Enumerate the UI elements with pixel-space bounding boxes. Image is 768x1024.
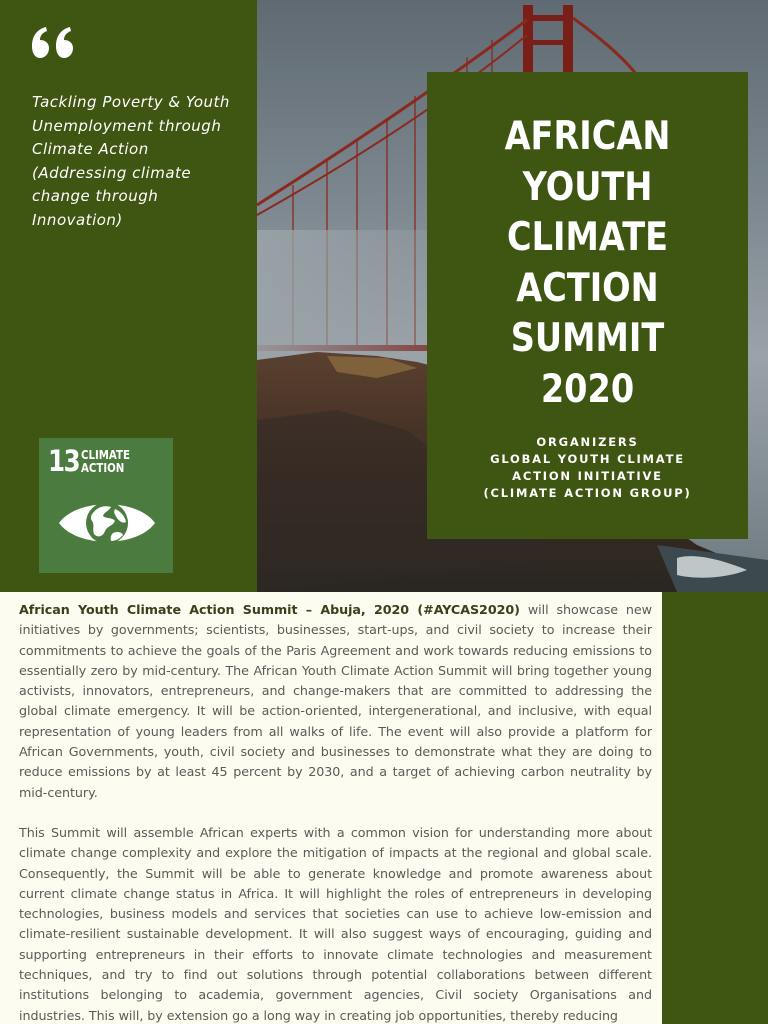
sdg-number: 13 bbox=[48, 444, 79, 478]
quote-icon bbox=[30, 26, 78, 66]
paragraph-1 bbox=[19, 600, 652, 803]
title-line: ACTION bbox=[516, 265, 659, 311]
paragraph-2: This Summit will assemble African experts with a common vision for understanding more about climate change complexity and explore the mitigation of impacts at the regional and global scale. Consequently, the Summit will be able to generate knowledge and promote awareness about current climate change status in Africa. It will highlight the roles of entrepreneurs in developing technologies, business models and services that societies can use to achieve low-emission and climate-resilient sustainable development. It will also suggest ways of encouraging, guiding and supporting entrepreneurs in their efforts to innovate climate technologies and measurement techniques, and try to find out solutions through potential collaborations between different institutions belonging to academia, government agencies, Civil society Organisations and industries. This will, by extension go a long way in creating job opportunities, thereby reducing bbox=[19, 825, 652, 1023]
sdg-13-badge bbox=[39, 438, 173, 573]
tagline: Tackling Poverty & Youth Unemployment through Climate Action (Addressing climate change through Innovation) bbox=[32, 93, 230, 229]
organizers-line: (CLIMATE ACTION GROUP) bbox=[483, 486, 692, 500]
title-line: SUMMIT bbox=[510, 316, 665, 361]
title-line: AFRICAN bbox=[504, 114, 671, 159]
left-panel bbox=[0, 0, 257, 592]
paragraph-1-text: will showcase new initiatives by governments; scientists, businesses, start-ups, and civil society to increase their commitments to achieve the goals of the Paris Agreement and work towards reducing emissions to essentially zero by mid-century. The African Youth Climate Action Summit will bring together young activists, innovators, entrepreneurs, and change-makers that are committed to addressing the global climate emergency. It will be action-oriented, intergenerational, and inclusive, with equal representation of young leaders from all walks of life. The event will also provide a platform for African Governments, youth, civil society and businesses to demonstrate what they are doing to reduce emissions by at least 45 percent by 2030, and a target of achieving carbon neutrality by mid-century. bbox=[19, 602, 652, 800]
sdg-label-line1: CLIMATE bbox=[81, 448, 130, 462]
sdg-label-line2: ACTION bbox=[81, 461, 125, 475]
body-text-panel bbox=[0, 592, 662, 1024]
organizers-heading: ORGANIZERS bbox=[536, 435, 639, 449]
organizers-line: GLOBAL YOUTH CLIMATE bbox=[490, 452, 685, 466]
title-box bbox=[427, 72, 748, 539]
summit-lead-text: African Youth Climate Action Summit – Abuja, 2020 (#AYCAS2020) bbox=[19, 602, 520, 617]
title-line: CLIMATE bbox=[506, 215, 668, 260]
sdg-eye-globe-icon bbox=[57, 493, 157, 553]
title-line: 2020 bbox=[540, 366, 635, 412]
title-line: YOUTH bbox=[522, 164, 653, 210]
right-green-strip bbox=[662, 592, 768, 1024]
sdg-label bbox=[81, 449, 130, 475]
summit-title bbox=[449, 112, 725, 415]
organizers-block bbox=[427, 434, 748, 502]
organizers-line: ACTION INITIATIVE bbox=[512, 469, 663, 483]
